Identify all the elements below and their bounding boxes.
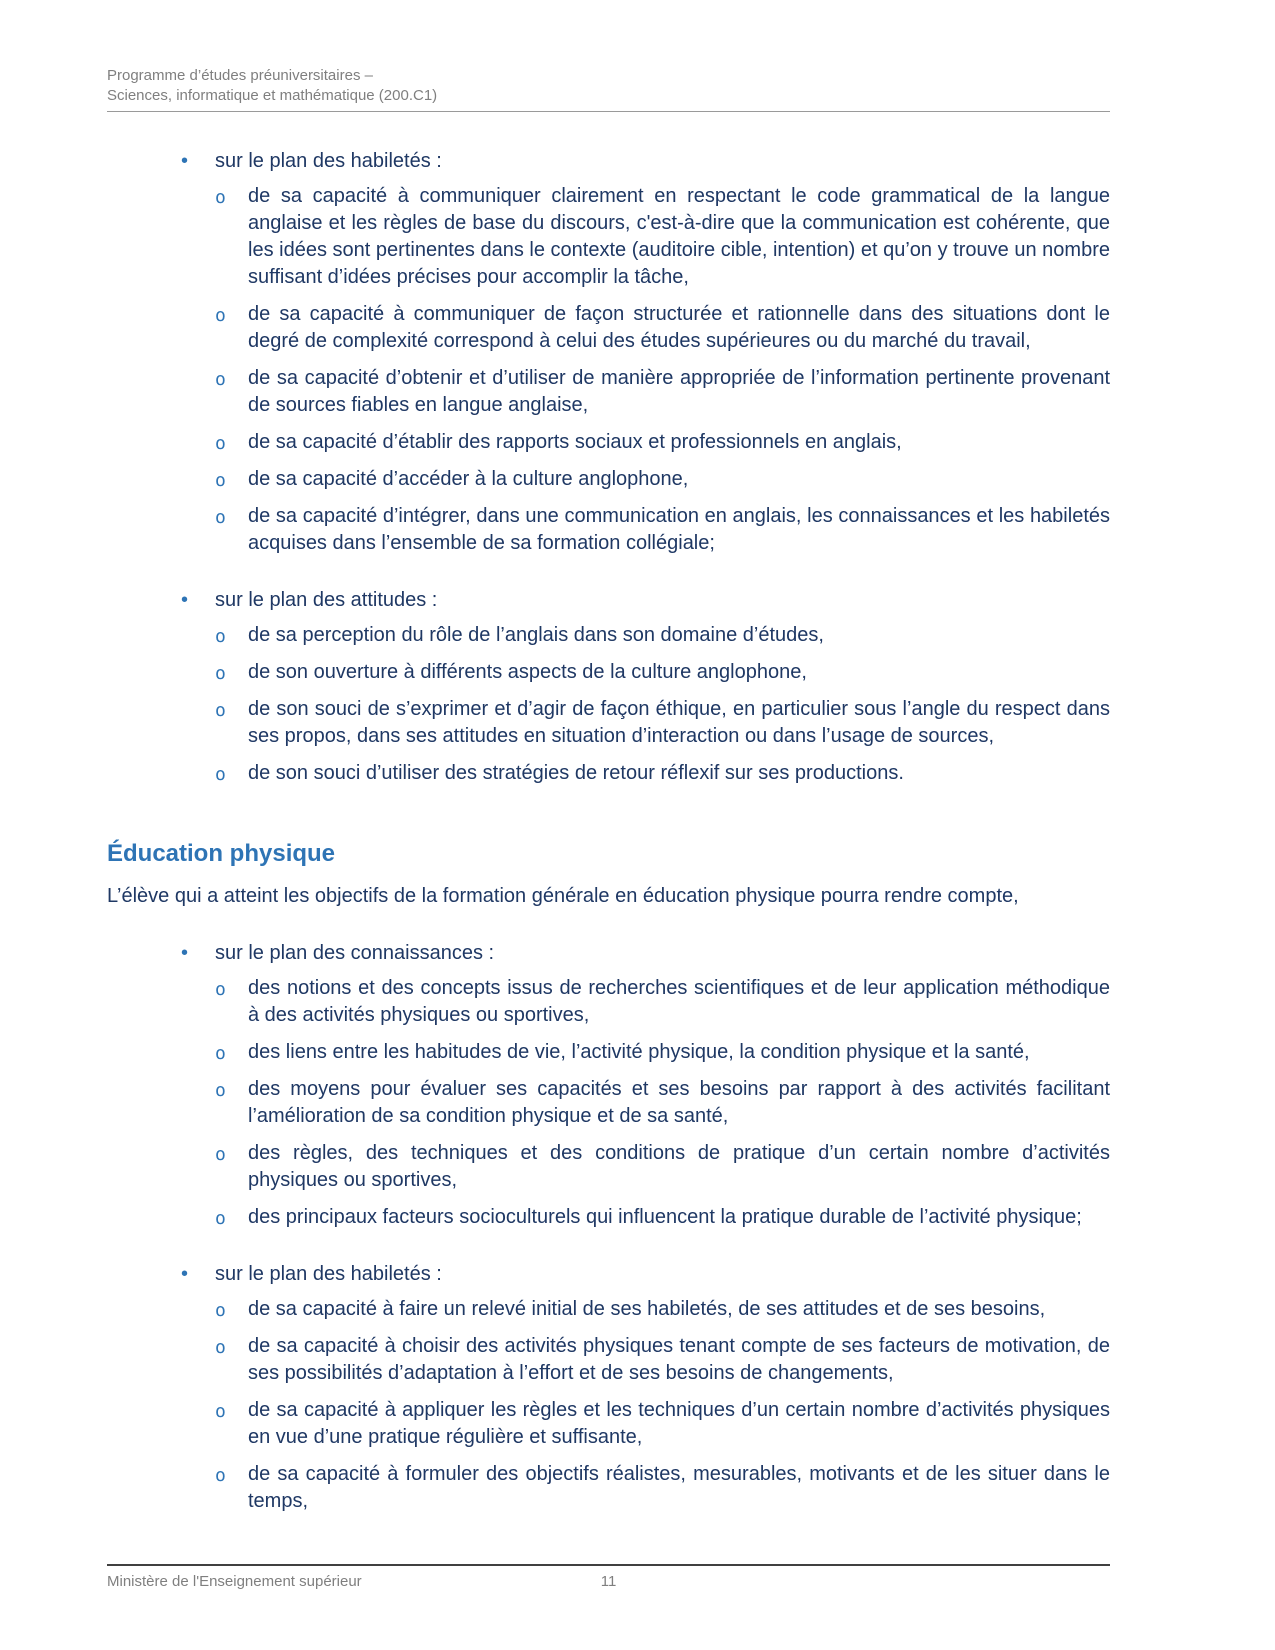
list-label: sur le plan des habiletés :: [215, 1263, 442, 1285]
circle-bullet-icon: o: [215, 1465, 226, 1486]
list-item-level1: [107, 587, 1110, 614]
list-item-text: de sa capacité à formuler des objectifs réalistes, mesurables, motivants et de les situer dans le temps,: [248, 1463, 1110, 1512]
circle-bullet-icon: o: [215, 1043, 226, 1064]
list-item-text: de son ouverture à différents aspects de la culture anglophone,: [248, 661, 807, 683]
list-item-text: de sa capacité d’accéder à la culture anglophone,: [248, 468, 689, 490]
list-item-text: de sa capacité à appliquer les règles et les techniques d’un certain nombre d’activités physiques en vue d’une pratique régulière et suffisante,: [248, 1399, 1110, 1448]
footer-divider: [107, 1564, 1110, 1566]
list-item-level2: [107, 1140, 1110, 1194]
list-item-level2: [107, 1461, 1110, 1515]
circle-bullet-icon: o: [215, 1144, 226, 1165]
bullet-icon: •: [181, 589, 189, 611]
section-english-attitudes: [107, 587, 1110, 787]
circle-bullet-icon: o: [215, 663, 226, 684]
circle-bullet-icon: o: [215, 470, 226, 491]
list-item-level2: [107, 1039, 1110, 1066]
list-item-text: des liens entre les habitudes de vie, l’activité physique, la condition physique et la santé,: [248, 1041, 1030, 1063]
bullet-icon: •: [181, 150, 189, 172]
list-item-level2: [107, 1397, 1110, 1451]
circle-bullet-icon: o: [215, 305, 226, 326]
list-item-text: de sa capacité à communiquer clairement en respectant le code grammatical de la langue anglaise et les règles de base du discours, c'est-à-dire que la communication est cohérente, que les idées sont pertinentes dans le contexte (auditoire cible, intention) et qu’on y trouve un nombre suffisant d’idées précises pour accomplir la tâche,: [248, 185, 1110, 288]
page-header: [107, 66, 1110, 112]
section-physed-knowledge: [107, 940, 1110, 1231]
list-item-level2: [107, 1204, 1110, 1231]
circle-bullet-icon: o: [215, 764, 226, 785]
list-item-text: de sa capacité à choisir des activités physiques tenant compte de ses facteurs de motivation, de ses possibilités d’adaptation à l’effort et de ses besoins de changements,: [248, 1335, 1110, 1384]
circle-bullet-icon: o: [215, 433, 226, 454]
page-number: 11: [600, 1573, 617, 1590]
sublist-english-skills: [107, 183, 1110, 557]
circle-bullet-icon: o: [215, 1208, 226, 1229]
bullet-icon: •: [181, 1263, 189, 1285]
list-item-level2: [107, 1076, 1110, 1130]
list-item-text: des règles, des techniques et des conditions de pratique d’un certain nombre d’activités physiques ou sportives,: [248, 1142, 1110, 1191]
list-label: sur le plan des attitudes :: [215, 589, 438, 611]
circle-bullet-icon: o: [215, 369, 226, 390]
list-item-text: de sa capacité d’obtenir et d’utiliser de manière appropriée de l’information pertinente provenant de sources fiables en langue anglaise,: [248, 367, 1110, 416]
section-english-skills: [107, 148, 1110, 557]
circle-bullet-icon: o: [215, 626, 226, 647]
sublist-physed-skills: [107, 1296, 1110, 1515]
circle-bullet-icon: o: [215, 1300, 226, 1321]
list-item-level2: [107, 760, 1110, 787]
list-item-level1: [107, 148, 1110, 175]
list-item-level2: [107, 301, 1110, 355]
footer-ministry: Ministère de l'Enseignement supérieur: [107, 1573, 362, 1590]
circle-bullet-icon: o: [215, 187, 226, 208]
list-item-level2: [107, 1333, 1110, 1387]
list-item-text: de sa capacité à faire un relevé initial de ses habiletés, de ses attitudes et de ses besoins,: [248, 1298, 1046, 1320]
page-footer: [107, 1564, 1110, 1592]
header-program-subtitle: Sciences, informatique et mathématique (200.C1): [107, 87, 438, 104]
list-item-level2: [107, 696, 1110, 750]
list-item-level1: [107, 940, 1110, 967]
footer-row: [107, 1572, 1110, 1592]
list-item-level2: [107, 365, 1110, 419]
sublist-physed-knowledge: [107, 975, 1110, 1231]
list-item-level2: [107, 1296, 1110, 1323]
list-label: sur le plan des connaissances :: [215, 942, 495, 964]
section-heading-education-physique: Éducation physique: [107, 840, 336, 867]
circle-bullet-icon: o: [215, 507, 226, 528]
list-item-level2: [107, 659, 1110, 686]
document-content: [107, 112, 1110, 1515]
list-item-level2: [107, 503, 1110, 557]
circle-bullet-icon: o: [215, 1337, 226, 1358]
header-program-title: Programme d’études préuniversitaires –: [107, 67, 373, 84]
list-item-level2: [107, 622, 1110, 649]
sublist-english-attitudes: [107, 622, 1110, 787]
list-item-level2: [107, 429, 1110, 456]
circle-bullet-icon: o: [215, 1401, 226, 1422]
list-item-level2: [107, 975, 1110, 1029]
list-item-text: de son souci de s’exprimer et d’agir de façon éthique, en particulier sous l’angle du respect dans ses propos, dans ses attitudes en situation d’interaction ou dans l’usage de sources,: [248, 698, 1110, 747]
list-item-text: de sa capacité à communiquer de façon structurée et rationnelle dans des situations dont le degré de complexité correspond à celui des études supérieures ou du marché du travail,: [248, 303, 1110, 352]
list-item-level1: [107, 1261, 1110, 1288]
list-item-text: de sa capacité d’intégrer, dans une communication en anglais, les connaissances et les habiletés acquises dans l’ensemble de sa formation collégiale;: [248, 505, 1110, 554]
list-item-text: de sa capacité d’établir des rapports sociaux et professionnels en anglais,: [248, 431, 902, 453]
list-item-text: de son souci d’utiliser des stratégies de retour réflexif sur ses productions.: [248, 762, 904, 784]
list-item-text: des notions et des concepts issus de recherches scientifiques et de leur application méthodique à des activités physiques ou sportives,: [248, 977, 1110, 1026]
list-item-level2: [107, 183, 1110, 291]
bullet-icon: •: [181, 942, 189, 964]
list-label: sur le plan des habiletés :: [215, 150, 442, 172]
intro-paragraph: L’élève qui a atteint les objectifs de la formation générale en éducation physique pourra rendre compte,: [107, 885, 1019, 907]
circle-bullet-icon: o: [215, 700, 226, 721]
list-item-text: de sa perception du rôle de l’anglais dans son domaine d’études,: [248, 624, 824, 646]
circle-bullet-icon: o: [215, 979, 226, 1000]
list-item-text: des moyens pour évaluer ses capacités et ses besoins par rapport à des activités facilitant l’amélioration de sa condition physique et de sa santé,: [248, 1078, 1110, 1127]
section-physed-skills: [107, 1261, 1110, 1515]
list-item-text: des principaux facteurs socioculturels qui influencent la pratique durable de l’activité physique;: [248, 1206, 1082, 1228]
list-item-level2: [107, 466, 1110, 493]
circle-bullet-icon: o: [215, 1080, 226, 1101]
